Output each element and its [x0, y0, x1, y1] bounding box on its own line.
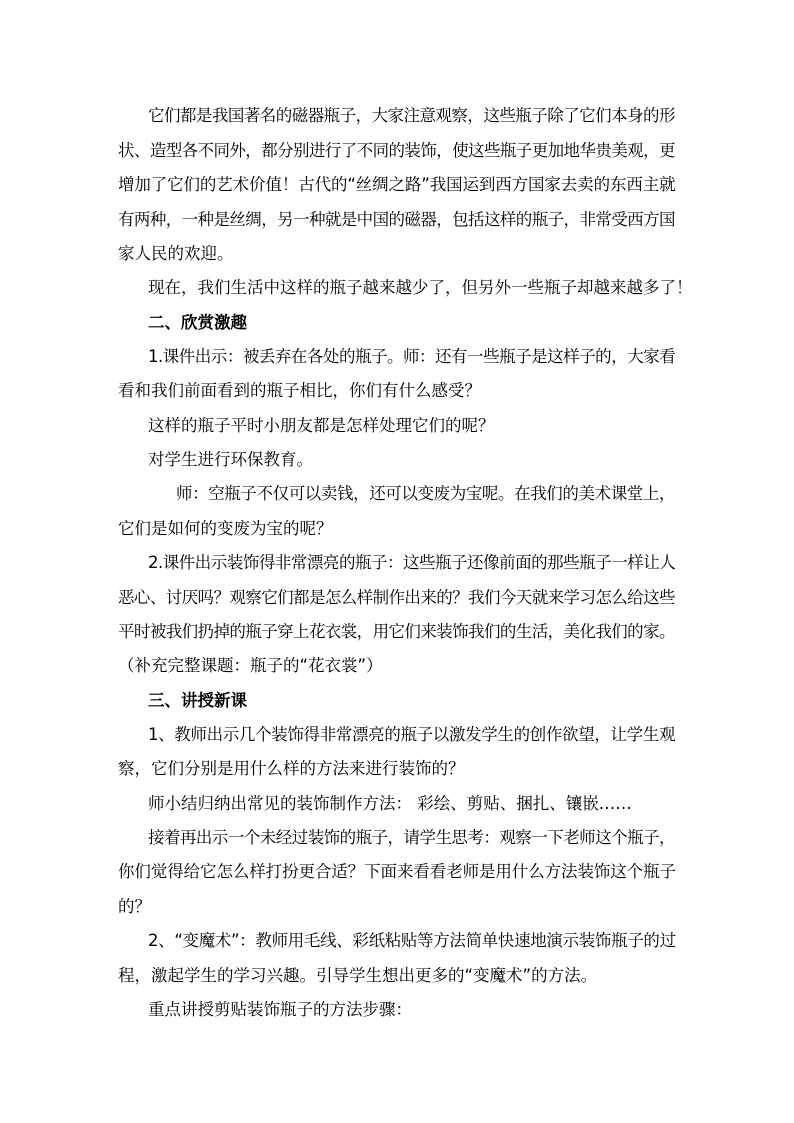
paragraph-line: （补充完整课题：瓶子的“花衣裳”） — [118, 656, 383, 675]
paragraph-line: 现在，我们生活中这样的瓶子越来越少了，但另外一些瓶子却越来越多了！ — [148, 278, 693, 297]
paragraph-line: 状、造型各不同外，都分别进行了不同的装饰，使这些瓶子更加地华贵美观，更 — [118, 141, 675, 160]
paragraph-line: 接着再出示一个未经过装饰的瓶子，请学生思考：观察一下老师这个瓶子， — [148, 828, 675, 847]
paragraph-line: 2.课件出示装饰得非常漂亮的瓶子：这些瓶子还像前面的那些瓶子一样让人 — [148, 553, 676, 572]
paragraph-line: 1、教师出示几个装饰得非常漂亮的瓶子以激发学生的创作欲望，让学生观 — [148, 725, 676, 744]
paragraph-line: 这样的瓶子平时小朋友都是怎样处理它们的呢？ — [148, 416, 495, 435]
paragraph-line: 程，激起学生的学习兴趣。引导学生想出更多的“变魔术”的方法。 — [118, 966, 598, 985]
paragraph-line: 师：空瓶子不仅可以卖钱，还可以变废为宝呢。在我们的美术课堂上， — [176, 484, 676, 503]
paragraph-line: 它们是如何的变废为宝的呢？ — [118, 519, 333, 538]
paragraph-line: 1.课件出示：被丢弃在各处的瓶子。师：还有一些瓶子是这样子的，大家看 — [148, 347, 676, 366]
paragraph-line: 平时被我们扔掉的瓶子穿上花衣裳，用它们来装饰我们的生活，美化我们的家。 — [118, 622, 675, 641]
paragraph-line: 2、“变魔术”：教师用毛线、彩纸粘贴等方法简单快速地演示装饰瓶子的过 — [148, 931, 676, 950]
paragraph-line: 家人民的欢迎。 — [118, 244, 234, 263]
paragraph-line: 你们觉得给它怎么样打扮更合适？下面来看看老师是用什么方法装饰这个瓶子 — [118, 862, 676, 881]
paragraph-line: 有两种，一种是丝绸，另一种就是中国的磁器，包括这样的瓶子，非常受西方国 — [118, 210, 675, 229]
paragraph-line: 的？ — [118, 897, 151, 916]
paragraph-line: 察，它们分别是用什么样的方法来进行装饰的？ — [118, 759, 465, 778]
paragraph-line: 对学生进行环保教育。 — [148, 450, 313, 469]
paragraph-line: 增加了它们的艺术价值！古代的“丝绸之路”我国运到西方国家去卖的东西主就 — [118, 175, 676, 194]
paragraph-line: 重点讲授剪贴装饰瓶子的方法步骤： — [148, 1000, 412, 1019]
section-heading-new-lesson: 三、讲授新课 — [148, 691, 247, 710]
paragraph-line: 恶心、讨厌吗？观察它们都是怎么样制作出来的？我们今天就来学习怎么给这些 — [118, 588, 675, 607]
paragraph-line: 师小结归纳出常见的装饰制作方法： 彩绘、剪贴、捆扎、镶嵌…… — [148, 794, 632, 813]
paragraph-line: 它们都是我国著名的磁器瓶子，大家注意观察，这些瓶子除了它们本身的形 — [148, 106, 675, 125]
section-heading-appreciation: 二、欣赏激趣 — [148, 313, 247, 332]
paragraph-line: 看和我们前面看到的瓶子相比，你们有什么感受？ — [118, 381, 481, 400]
